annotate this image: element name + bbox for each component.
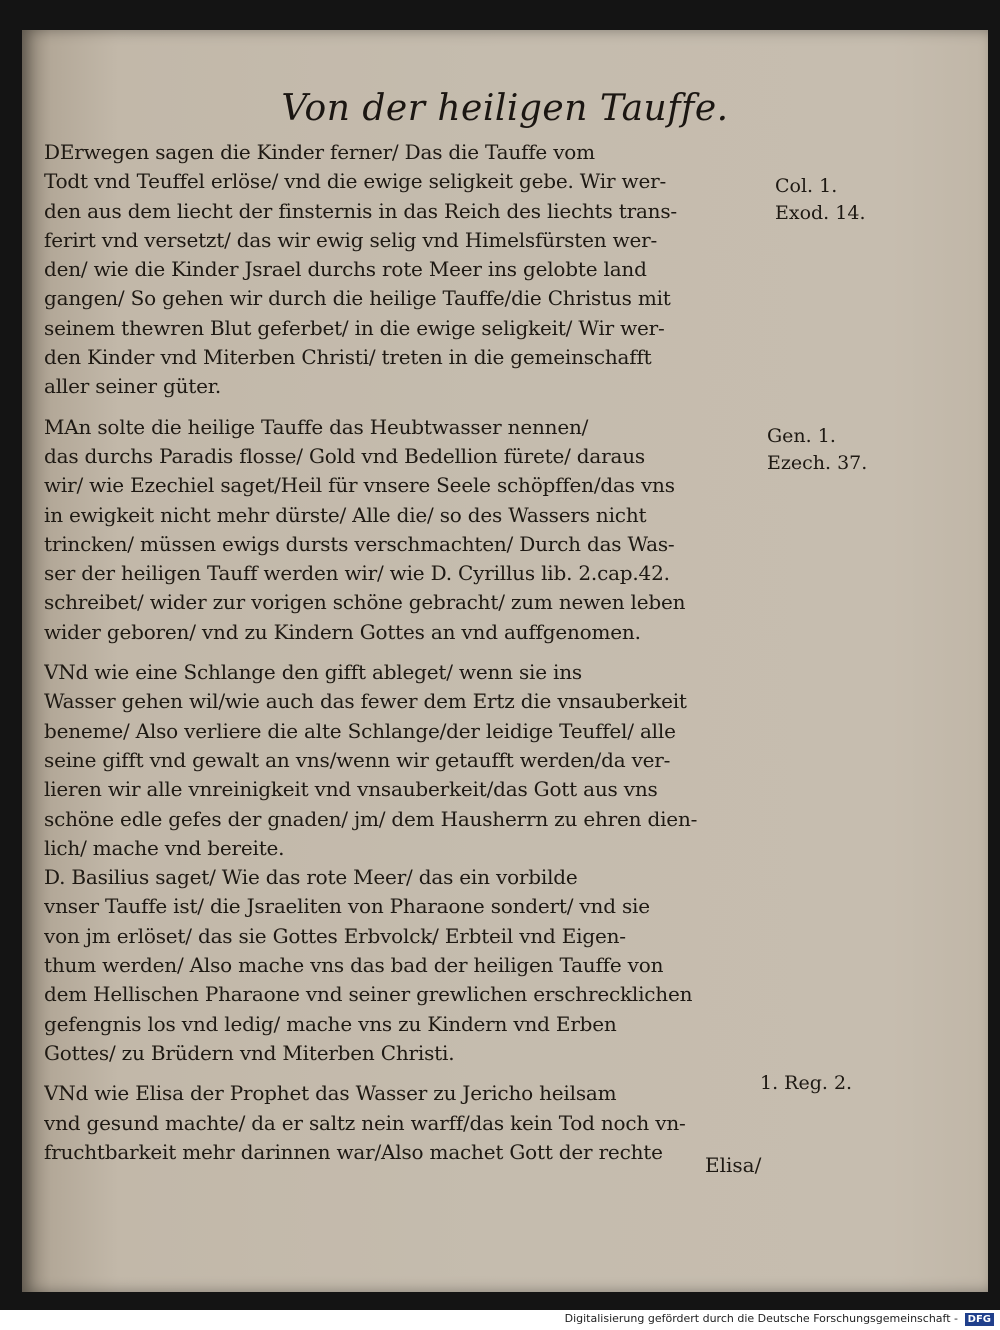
page-heading: Von der heiligen Tauffe. (281, 88, 729, 129)
text-line: Wasser gehen wil/wie auch das fewer dem Ertz die vnsauberkeit (44, 689, 687, 714)
text-line: vnser Tauffe ist/ die Jsraeliten von Pharaone sondert/ vnd sie (44, 894, 650, 919)
text-line: gefengnis los vnd ledig/ mache vns zu Kindern vnd Erben (44, 1011, 617, 1036)
body-text (44, 138, 784, 1178)
book-page (22, 30, 988, 1292)
text-line: thum werden/ Also mache vns das bad der heiligen Tauffe von (44, 953, 664, 978)
paragraph (44, 138, 784, 402)
paragraph (44, 658, 784, 1068)
dfg-logo: DFG (965, 1313, 994, 1326)
text-line: den aus dem liecht der finsternis in das Reich des liechts trans- (44, 198, 677, 223)
text-line: lieren wir alle vnreinigkeit vnd vnsauberkeit/das Gott aus vns (44, 777, 658, 802)
text-line: fruchtbarkeit mehr darinnen war/Also machet Gott der rechte (44, 1139, 663, 1164)
text-line: VNd wie Elisa der Prophet das Wasser zu Jericho heilsam (44, 1081, 617, 1106)
text-line: schreibet/ wider zur vorigen schöne gebracht/ zum newen leben (44, 590, 686, 615)
footer-bar (0, 1310, 1000, 1330)
margin-note: Gen. 1. (767, 425, 836, 447)
catchword: Elisa/ (705, 1153, 762, 1177)
text-line: ferirt vnd versetzt/ das wir ewig selig vnd Himelsfürsten wer- (44, 227, 658, 252)
text-line: aller seiner güter. (44, 374, 222, 399)
margin-note: Ezech. 37. (767, 452, 868, 474)
paragraph (44, 1079, 784, 1167)
text-line: von jm erlöset/ das sie Gottes Erbvolck/ Erbteil vnd Eigen- (44, 923, 626, 948)
text-line: DErwegen sagen die Kinder ferner/ Das die Tauffe vom (44, 140, 595, 164)
text-line: D. Basilius saget/ Wie das rote Meer/ das ein vorbilde (44, 865, 578, 890)
text-line: den/ wie die Kinder Jsrael durchs rote Meer ins gelobte land (44, 257, 647, 282)
text-line: gangen/ So gehen wir durch die heilige Tauffe/die Christus mit (44, 286, 671, 311)
text-line: wir/ wie Ezechiel saget/Heil für vnsere Seele schöpffen/das vns (44, 473, 675, 498)
text-line: VNd wie eine Schlange den gifft ableget/ wenn sie ins (44, 660, 582, 685)
text-line: MAn solte die heilige Tauffe das Heubtwasser nennen/ (44, 414, 589, 439)
text-line: Todt vnd Teuffel erlöse/ vnd die ewige seligkeit gebe. Wir wer- (44, 169, 666, 194)
text-line: das durchs Paradis flosse/ Gold vnd Bedellion fürete/ daraus (44, 443, 645, 468)
text-line: vnd gesund machte/ da er saltz nein warff/das kein Tod noch vn- (44, 1110, 686, 1135)
text-line: seine gifft vnd gewalt an vns/wenn wir getaufft werden/da ver- (44, 747, 671, 772)
text-line: beneme/ Also verliere die alte Schlange/der leidige Teuffel/ alle (44, 718, 676, 743)
text-line: lich/ mache vnd bereite. (44, 835, 285, 860)
margin-note: 1. Reg. 2. (760, 1072, 853, 1094)
text-line: trincken/ müssen ewigs dursts verschmachten/ Durch das Was- (44, 531, 675, 556)
paragraph (44, 413, 784, 647)
text-line: in ewigkeit nicht mehr dürste/ Alle die/ so des Wassers nicht (44, 502, 647, 527)
margin-note: Exod. 14. (775, 202, 866, 224)
text-line: seinem thewren Blut geferbet/ in die ewige seligkeit/ Wir wer- (44, 315, 665, 340)
funding-notice: Digitalisierung gefördert durch die Deutsche Forschungsgemeinschaft - (564, 1312, 958, 1325)
text-line: ser der heiligen Tauff werden wir/ wie D. Cyrillus lib. 2.cap.42. (44, 561, 670, 586)
text-line: den Kinder vnd Miterben Christi/ treten in die gemeinschafft (44, 345, 652, 370)
text-line: dem Hellischen Pharaone vnd seiner grewlichen erschrecklichen (44, 982, 693, 1007)
text-line: Gottes/ zu Brüdern vnd Miterben Christi. (44, 1040, 455, 1065)
text-line: wider geboren/ vnd zu Kindern Gottes an vnd auffgenomen. (44, 619, 641, 644)
text-line: schöne edle gefes der gnaden/ jm/ dem Hausherrn zu ehren dien- (44, 806, 698, 831)
margin-note: Col. 1. (775, 175, 838, 197)
